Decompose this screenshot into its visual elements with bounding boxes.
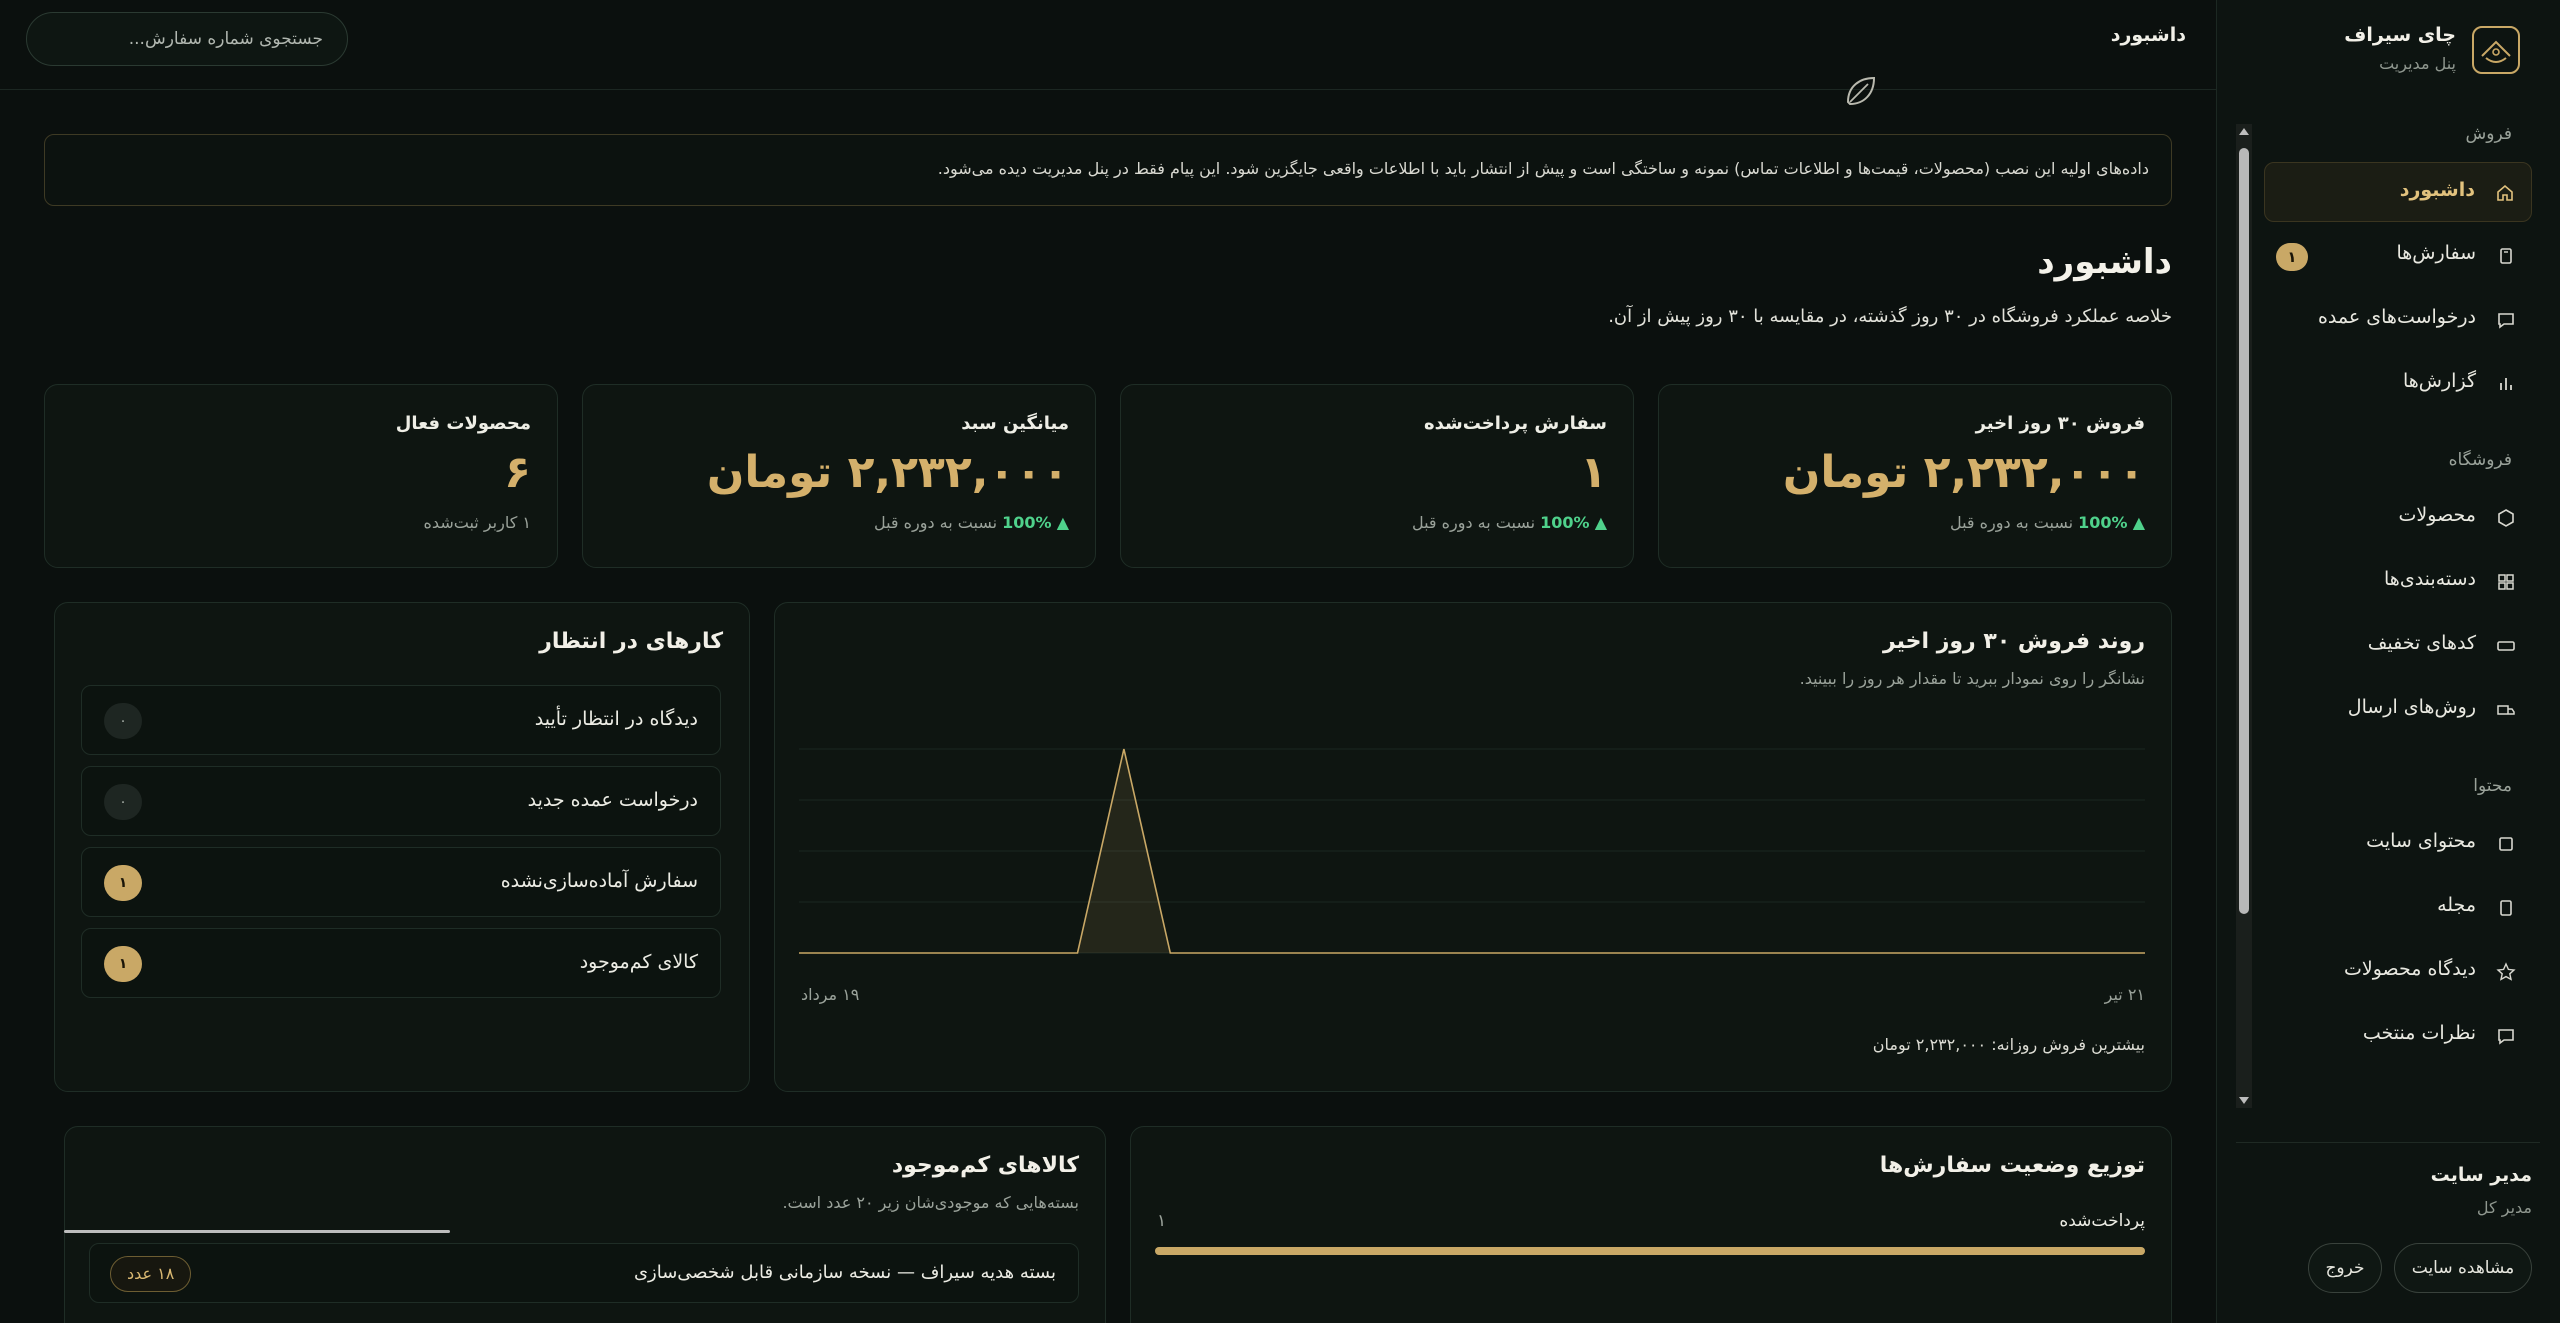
message-icon (2496, 310, 2516, 330)
ticket-icon (2496, 636, 2516, 656)
low-stock-card (64, 1126, 1106, 1323)
low-stock-title: کالاهای کم‌موجود (891, 1153, 1079, 1178)
orders-icon (2496, 246, 2516, 266)
square-icon (2496, 834, 2516, 854)
up-triangle-icon: ▲ (2132, 513, 2145, 532)
x-tick-label-end: ۱۹ مرداد (801, 985, 860, 1004)
sidebar-item-shipping-methods[interactable] (2264, 680, 2532, 740)
topbar-title: داشبورد (2110, 24, 2186, 46)
sidebar-item-label: کدهای تخفیف (2367, 632, 2476, 654)
grid-icon (2496, 572, 2516, 592)
stat-title: فروش ۳۰ روز اخیر (1975, 413, 2145, 434)
stat-title: میانگین سبد (961, 413, 1069, 434)
sidebar (2216, 0, 2560, 1323)
sidebar-item-dashboard[interactable] (2264, 162, 2532, 222)
document-icon (2496, 898, 2516, 918)
stat-change (1950, 513, 2145, 532)
sidebar-item-wholesale-requests[interactable] (2264, 290, 2532, 350)
home-icon (2495, 183, 2515, 203)
sidebar-item-label: درخواست‌های عمده (2317, 306, 2476, 328)
sidebar-item-label: سفارش‌ها (2396, 242, 2476, 264)
task-count-badge: ۱ (104, 865, 142, 901)
task-count-badge: ۰ (104, 784, 142, 820)
chart-title: روند فروش ۳۰ روز اخیر (1883, 629, 2145, 654)
sidebar-item-label: گزارش‌ها (2403, 370, 2476, 392)
stat-note: ۱ کاربر ثبت‌شده (423, 513, 531, 532)
sidebar-nav (2216, 124, 2560, 1108)
brand[interactable] (2240, 20, 2540, 80)
task-count-badge: ۰ (104, 703, 142, 739)
brand-logo-icon (2472, 26, 2520, 74)
stat-change (874, 513, 1069, 532)
task-new-wholesale-request[interactable] (81, 766, 721, 836)
x-tick-label-start: ۲۱ تیر (2104, 985, 2145, 1004)
stat-value: ۶ (504, 447, 531, 498)
main-content (0, 90, 2216, 1323)
sidebar-item-label: نظرات منتخب (2362, 1022, 2476, 1044)
task-pending-reviews[interactable] (81, 685, 721, 755)
distribution-bar-track (1155, 1247, 2145, 1255)
bar-chart-icon (2496, 374, 2516, 394)
stat-change-percent: 100% (1540, 513, 1590, 532)
user-role: مدیر کل (2476, 1198, 2532, 1217)
task-label: دیدگاه در انتظار تأیید (534, 708, 698, 730)
low-stock-item-name: بسته هدیه سیراف — نسخه سازمانی قابل شخصی‌سازی (633, 1262, 1056, 1283)
brand-name: چای سیراف (2344, 24, 2456, 46)
sales-trend-card (774, 602, 2172, 1092)
stat-value: ۲,۲۳۲,۰۰۰ تومان (1782, 447, 2145, 498)
nav-section-content: محتوا (2473, 776, 2512, 796)
chart-peak-sales: بیشترین فروش روزانه: ۲,۲۳۲,۰۰۰ تومان (1872, 1035, 2145, 1054)
stat-title: محصولات فعال (395, 413, 531, 434)
nav-section-sales: فروش (2465, 124, 2512, 144)
task-unprepared-order[interactable] (81, 847, 721, 917)
sidebar-item-label: مجله (2437, 894, 2476, 916)
brand-subtitle: پنل مدیریت (2379, 54, 2456, 73)
task-label: کالای کم‌موجود (579, 951, 698, 973)
truck-icon (2496, 700, 2516, 720)
up-triangle-icon: ▲ (1594, 513, 1607, 532)
task-label: سفارش آماده‌سازی‌نشده (500, 870, 698, 892)
sidebar-divider (2236, 1142, 2540, 1143)
stat-value: ۲,۲۳۲,۰۰۰ تومان (706, 447, 1069, 498)
stat-change-percent: 100% (1002, 513, 1052, 532)
hexagon-icon (2496, 508, 2516, 528)
logout-button[interactable]: خروج (2308, 1243, 2382, 1293)
task-count-badge: ۱ (104, 946, 142, 982)
orders-count-badge: ۱ (2276, 243, 2308, 271)
scroll-down-icon[interactable] (2239, 1097, 2249, 1104)
pending-tasks-card (54, 602, 750, 1092)
order-search-input[interactable] (26, 12, 348, 66)
low-stock-item[interactable] (89, 1243, 1079, 1303)
horizontal-scrollbar-thumb[interactable] (64, 1230, 450, 1233)
sidebar-item-categories[interactable] (2264, 552, 2532, 612)
stat-change-percent: 100% (2078, 513, 2128, 532)
stat-card-average-basket (582, 384, 1096, 568)
sales-trend-chart[interactable] (799, 731, 2145, 971)
sidebar-scrollbar[interactable] (2236, 124, 2252, 1108)
distribution-row-count: ۱ (1157, 1211, 1167, 1231)
task-low-stock[interactable] (81, 928, 721, 998)
sidebar-item-label: محتوای سایت (2366, 830, 2476, 852)
stat-change-label: نسبت به دوره قبل (873, 513, 998, 532)
task-label: درخواست عمده جدید (527, 789, 698, 811)
sidebar-item-label: دسته‌بندی‌ها (2384, 568, 2476, 590)
stat-title: سفارش پرداخت‌شده (1424, 413, 1607, 434)
sidebar-item-products[interactable] (2264, 488, 2532, 548)
order-distribution-card (1130, 1126, 2172, 1323)
stat-value: ۱ (1580, 447, 1607, 498)
distribution-title: توزیع وضعیت سفارش‌ها (1879, 1153, 2145, 1178)
notice-text: داده‌های اولیه این نصب (محصولات، قیمت‌ها و اطلاعات تماس) نمونه و ساختگی است و پیش از انتشار باید با اطلاعات واقعی جایگزین شود. این پیام فقط در پنل مدیریت دیده می‌شود. (937, 159, 2149, 178)
distribution-bar-fill (1155, 1247, 2145, 1255)
nav-section-store: فروشگاه (2448, 450, 2512, 470)
scroll-up-icon[interactable] (2239, 128, 2249, 135)
stat-change-label: نسبت به دوره قبل (1949, 513, 2074, 532)
sidebar-item-featured-comments[interactable] (2264, 1006, 2532, 1066)
up-triangle-icon: ▲ (1056, 513, 1069, 532)
sidebar-item-magazine[interactable] (2264, 878, 2532, 938)
sidebar-item-site-content[interactable] (2264, 814, 2532, 874)
sidebar-item-label: دیدگاه محصولات (2343, 958, 2476, 980)
stat-change (1412, 513, 1607, 532)
topbar (0, 0, 2216, 90)
distribution-row-label: پرداخت‌شده (2059, 1211, 2145, 1231)
sidebar-item-reports[interactable] (2264, 354, 2532, 414)
sidebar-item-product-reviews[interactable] (2264, 942, 2532, 1002)
page-title: داشبورد (2037, 242, 2172, 282)
sidebar-item-label: داشبورد (2399, 179, 2475, 201)
stat-card-paid-orders (1120, 384, 1634, 568)
sidebar-item-label: محصولات (2398, 504, 2476, 526)
stat-card-active-products (44, 384, 558, 568)
scrollbar-thumb[interactable] (2239, 148, 2249, 914)
low-stock-qty-badge: ۱۸ عدد (110, 1256, 191, 1292)
low-stock-subtitle: بسته‌هایی که موجودی‌شان زیر ۲۰ عدد است. (782, 1193, 1079, 1212)
page-subtitle: خلاصه عملکرد فروشگاه در ۳۰ روز گذشته، در مقایسه با ۳۰ روز پیش از آن. (1608, 306, 2172, 327)
sidebar-item-discount-codes[interactable] (2264, 616, 2532, 676)
stat-change-label: نسبت به دوره قبل (1411, 513, 1536, 532)
sidebar-item-label: روش‌های ارسال (2347, 696, 2476, 718)
chart-subtitle: نشانگر را روی نمودار ببرید تا مقدار هر روز را ببینید. (1799, 669, 2145, 688)
pending-title: کارهای در انتظار (539, 629, 723, 654)
view-site-button[interactable]: مشاهده سایت (2394, 1243, 2532, 1293)
comment-icon (2496, 1026, 2516, 1046)
sidebar-item-orders[interactable] (2264, 226, 2532, 286)
star-icon (2496, 962, 2516, 982)
sample-data-notice (44, 134, 2172, 206)
stat-card-sales (1658, 384, 2172, 568)
user-name: مدیر سایت (2430, 1164, 2532, 1186)
